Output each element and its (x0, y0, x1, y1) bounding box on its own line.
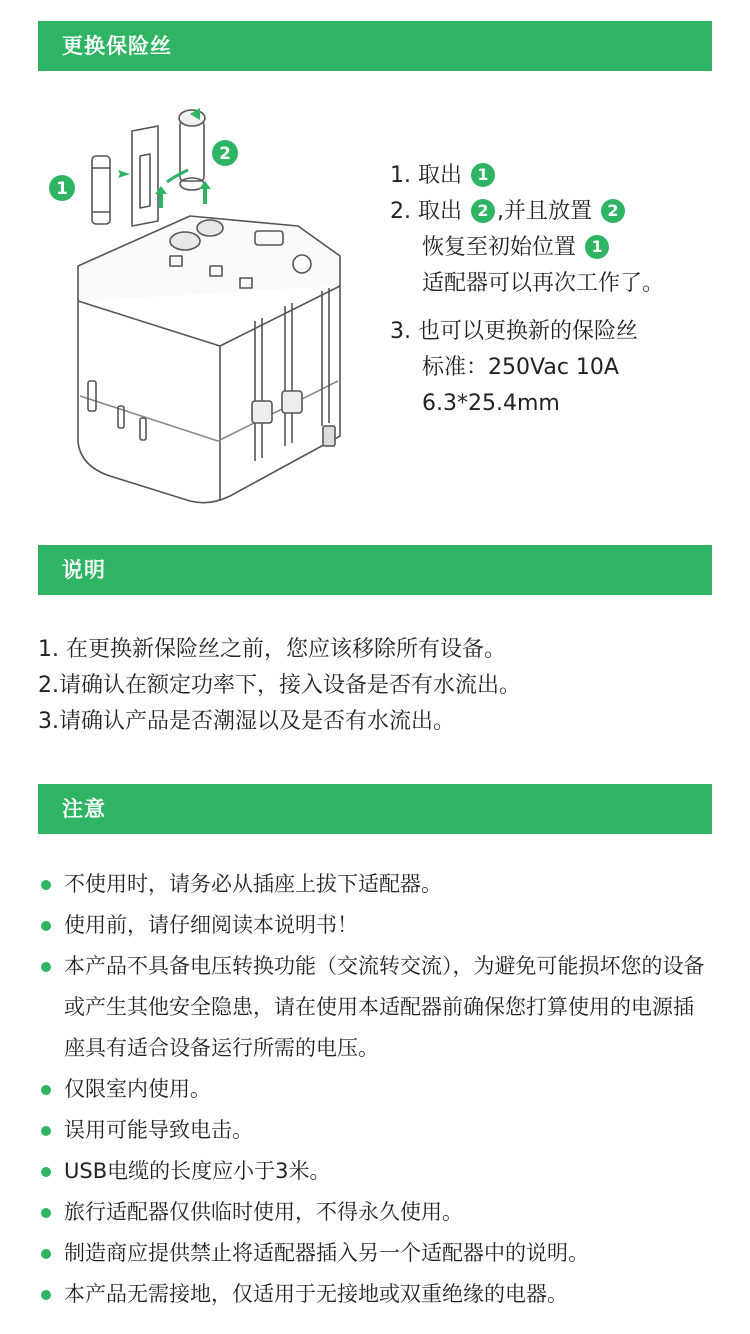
bullet-icon (41, 880, 51, 890)
bullet-icon (41, 1085, 51, 1095)
bullet-icon (41, 1249, 51, 1259)
caution-item (40, 1151, 710, 1192)
step-3-size: 6.3*25.4mm (422, 391, 560, 416)
caution-item (40, 1233, 710, 1274)
notes-list (38, 632, 521, 740)
section-header-notes: 说明 (38, 545, 712, 595)
step-2-marker-c: 1 (585, 235, 609, 259)
step-2-text: 2. 取出 (390, 199, 462, 224)
svg-text:2: 2 (219, 144, 231, 164)
step-2-line-2 (390, 230, 730, 266)
bullet-icon (41, 1167, 51, 1177)
step-2-marker-a: 2 (471, 199, 495, 223)
step-1-text: 1. 取出 (390, 163, 462, 188)
bullet-icon (41, 1208, 51, 1218)
caution-item (40, 1192, 710, 1233)
caution-text: 制造商应提供禁止将适配器插入另一个适配器中的说明。 (64, 1241, 589, 1265)
bullet-icon (41, 1126, 51, 1136)
svg-text:1: 1 (56, 179, 68, 199)
step-2-text-mid: ,并且放置 (496, 199, 592, 224)
section-header-replace-fuse: 更换保险丝 (38, 21, 712, 71)
caution-text: 本产品无需接地，仅适用于无接地或双重绝缘的电器。 (64, 1282, 568, 1306)
step-3-spec: 标准：250Vac 10A (422, 355, 619, 380)
diagram-marker-2 (212, 140, 238, 166)
step-2 (390, 194, 730, 230)
caution-text: 不使用时，请务必从插座上拔下适配器。 (64, 872, 442, 896)
note-item: 3.请确认产品是否潮湿以及是否有水流出。 (38, 709, 455, 734)
caution-text: 仅限室内使用。 (64, 1077, 211, 1101)
step-1-marker: 1 (471, 163, 495, 187)
bullet-icon (41, 921, 51, 931)
caution-text: 本产品不具备电压转换功能（交流转交流），为避免可能损坏您的设备或产生其他安全隐患，请在使用本适配器前确保您打算使用的电源插座具有适合设备运行所需的电压。 (64, 954, 705, 1060)
caution-item (40, 946, 710, 1069)
fuse-replacement-illustration (40, 96, 370, 506)
caution-list (40, 864, 710, 1315)
section-header-caution: 注意 (38, 784, 712, 834)
caution-item (40, 864, 710, 905)
caution-item (40, 1110, 710, 1151)
caution-item (40, 1274, 710, 1315)
caution-item (40, 1069, 710, 1110)
note-item: 2.请确认在额定功率下，接入设备是否有水流出。 (38, 673, 521, 698)
fuse-steps (390, 158, 730, 422)
step-1 (390, 158, 730, 194)
diagram-marker-1 (49, 175, 75, 201)
caution-text: 旅行适配器仅供临时使用，不得永久使用。 (64, 1200, 463, 1224)
caution-text: 误用可能导致电击。 (64, 1118, 253, 1142)
step-2-line-3: 适配器可以再次工作了。 (422, 271, 665, 296)
bullet-icon (41, 1290, 51, 1300)
step-3: 3. 也可以更换新的保险丝 (390, 319, 638, 344)
step-2-marker-b: 2 (601, 199, 625, 223)
caution-item (40, 905, 710, 946)
bullet-icon (41, 962, 51, 972)
caution-text: USB电缆的长度应小于3米。 (64, 1159, 331, 1183)
caution-text: 使用前，请仔细阅读本说明书！ (64, 913, 358, 937)
step-2-text-line-2: 恢复至初始位置 (422, 235, 577, 260)
note-item: 1. 在更换新保险丝之前，您应该移除所有设备。 (38, 637, 506, 662)
